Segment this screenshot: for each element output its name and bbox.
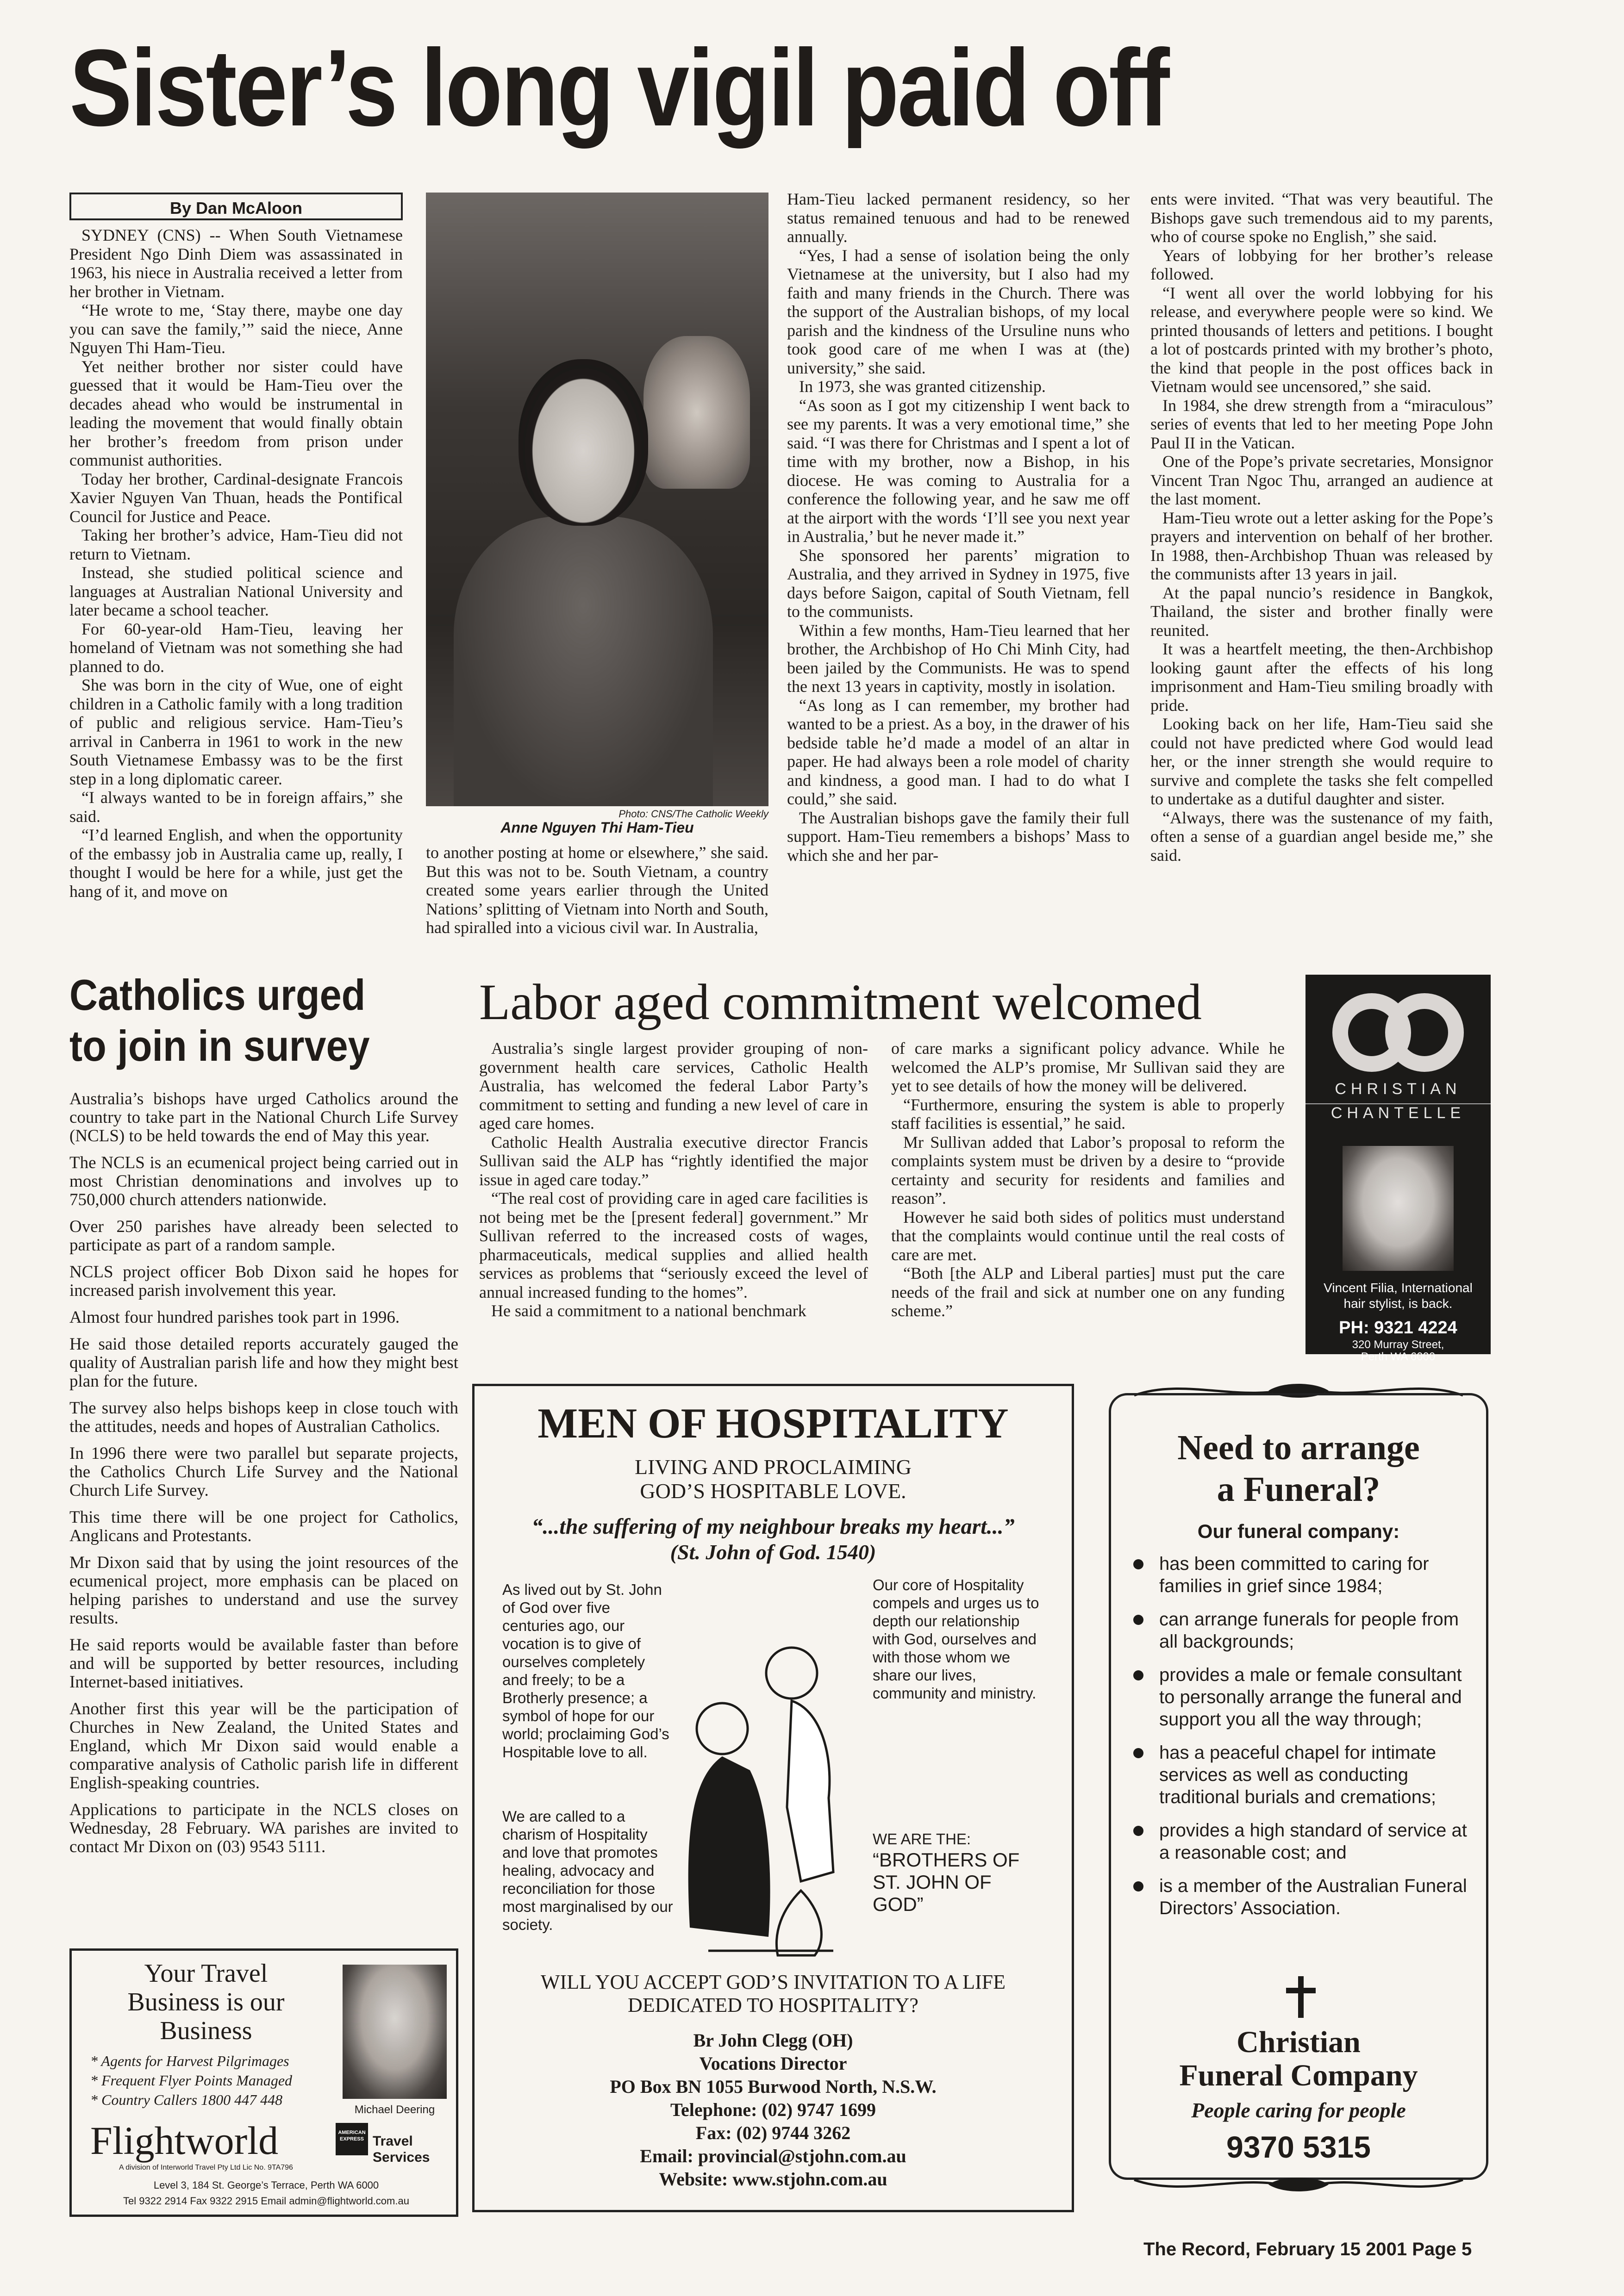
travel-item-3: * Country Callers 1800 447 448 xyxy=(90,2091,283,2108)
cross-icon xyxy=(1282,1974,1319,2020)
paragraph: One of the Pope’s private secretaries, Monsignor Vincent Tran Ngoc Thu, arranged an audience at the last moment. xyxy=(1150,452,1493,508)
travel-title-2: Business is our xyxy=(127,1988,285,2016)
cc-logo-ring-right xyxy=(1385,993,1464,1072)
figure-head-shape xyxy=(518,359,648,526)
page-headline: Sister’s long vigil paid off xyxy=(69,27,1168,149)
hospitality-contact-phone: Telephone: (02) 9747 1699 xyxy=(670,2099,876,2120)
paragraph: In 1996 there were two parallel but separate projects, the Catholics Church Life Survey and the National Church Life Survey. xyxy=(69,1444,458,1500)
hospitality-text-right-1: Our core of Hospitality compels and urges us to depth our relationship with God, ourselves and with those whom we share our lives, community and ministry. xyxy=(873,1576,1039,1702)
article-column-2 xyxy=(426,843,768,937)
paragraph: For 60-year-old Ham-Tieu, leaving her homeland of Vietnam was not something she had planned to do. xyxy=(69,619,403,676)
survey-headline-line-1: Catholics urged xyxy=(69,971,366,1019)
travel-item-2: * Frequent Flyer Points Managed xyxy=(90,2072,293,2089)
hospitality-contact-fax: Fax: (02) 9744 3262 xyxy=(695,2122,851,2143)
paragraph: “I’d learned English, and when the opportunity of the embassy job in Australia came up, really, I thought I would be here for a while, just get the hang of it, and move on xyxy=(69,826,403,901)
paragraph: The NCLS is an ecumenical project being carried out in most Christian denominations and involves up to 750,000 church attenders nationwide. xyxy=(69,1153,458,1209)
paragraph: NCLS project officer Bob Dixon said he hopes for increased parish involvement this year. xyxy=(69,1263,458,1300)
survey-article-body xyxy=(69,1090,458,1865)
funeral-list xyxy=(1130,1553,1472,1930)
flightworld-logo: Flightworld xyxy=(90,2118,279,2163)
travel-services-line-2: Services xyxy=(373,2150,430,2165)
paragraph: Catholic Health Australia executive director Francis Sullivan said the ALP has “rightly identified the major issue in aged care today.” xyxy=(479,1132,868,1189)
byline: By Dan McAloon xyxy=(69,193,403,220)
hospitality-subtitle-1: LIVING AND PROCLAIMING xyxy=(635,1455,912,1479)
list-item: provides a male or female consultant to personally arrange the funeral and support you all the way through; xyxy=(1130,1664,1472,1730)
survey-headline xyxy=(69,970,444,1071)
labor-column-b xyxy=(891,1039,1285,1320)
paragraph: He said those detailed reports accurately gauged the quality of Australian parish life and how they might best plan for the future. xyxy=(69,1335,458,1391)
photo-credit: Photo: CNS/The Catholic Weekly xyxy=(618,808,768,820)
hospitality-text-right-3: “BROTHERS OF ST. JOHN OF GOD” xyxy=(873,1849,1020,1915)
paragraph: of care marks a significant policy advance. While he welcomed the ALP’s promise, Mr Sullivan said they are yet to see details of how the money will be delivered. xyxy=(891,1039,1285,1095)
paragraph: to another posting at home or elsewhere,” she said. But this was not to be. South Vietnam, a country created some years earlier through the United Nations’ splitting of Vietnam into North and South, had spiralled into a vicious civil war. In Australia, xyxy=(426,843,768,937)
paragraph: “As soon as I got my citizenship I went back to see my parents. It was a very emotional time,” she said. “I was there for Christmas and I spent a lot of time with my brother, now a Bishop, in his diocese. He was coming to Australia for a conference the following year, and he saw me off at the airport with the words ‘I’ll see you next year in Australia,’ but he never made it.” xyxy=(787,396,1130,546)
travel-services-line-1: Travel xyxy=(373,2134,413,2149)
paragraph: Applications to participate in the NCLS closes on Wednesday, 28 February. WA parishes are invited to contact Mr Dixon on (03) 9543 5111. xyxy=(69,1800,458,1856)
paragraph: Years of lobbying for her brother’s release followed. xyxy=(1150,246,1493,283)
cc-name-line-1: CHRISTIAN xyxy=(1335,1080,1462,1098)
paragraph: Today her brother, Cardinal-designate Francois Xavier Nguyen Van Thuan, heads the Pontifical Council for Justice and Peace. xyxy=(69,469,403,526)
paragraph: “Both [the ALP and Liberal parties] must put the care needs of the frail and sick at number one on any funding scheme.” xyxy=(891,1264,1285,1320)
funeral-subtitle: Our funeral company: xyxy=(1197,1520,1400,1542)
agent-portrait xyxy=(343,1965,447,2099)
hospitality-invite-1: WILL YOU ACCEPT GOD’S INVITATION TO A LIFE xyxy=(541,1971,1006,1993)
paragraph: Yet neither brother nor sister could have guessed that it would be Ham-Tieu over the decades ahead who would be instrumental in leading the movement that would finally obtain her brother’s freedom from prison under communist authorities. xyxy=(69,357,403,469)
funeral-ad xyxy=(1109,1393,1488,2180)
cc-address-line-1: 320 Murray Street, xyxy=(1352,1338,1444,1351)
hospitality-contact-email[interactable]: Email: provincial@stjohn.com.au xyxy=(640,2146,906,2166)
funeral-tagline: People caring for people xyxy=(1191,2098,1406,2122)
list-item: is a member of the Australian Funeral Directors’ Association. xyxy=(1130,1875,1472,1919)
bottom-ornament-icon xyxy=(1130,2171,1468,2198)
paragraph: “As long as I can remember, my brother had wanted to be a priest. As a boy, in the drawer of his bedside table he’d made a model of an altar in paper. He had always been a role model of charity and kindness, a good man. I had to do what I could,” she said. xyxy=(787,696,1130,808)
article-column-1 xyxy=(69,226,403,901)
hospitality-title: MEN OF HOSPITALITY xyxy=(537,1400,1009,1447)
paragraph: He said a commitment to a national benchmark xyxy=(491,1301,806,1320)
paragraph: Within a few months, Ham-Tieu learned that her brother, the Archbishop of Ho Chi Minh City, had been jailed by the Communists. He was to spend the next 13 years in captivity, mostly in isolation. xyxy=(787,621,1130,696)
figure-body-shape xyxy=(454,516,713,806)
paragraph: Almost four hundred parishes took part in 1996. xyxy=(69,1308,400,1327)
funeral-company-name-2: Funeral Company xyxy=(1179,2059,1418,2092)
paragraph: Mr Sullivan added that Labor’s proposal to reform the complaints system must be driven by a desire to “provide certainty and security for residents and families and reason”. xyxy=(891,1132,1285,1207)
hospitality-subtitle-2: GOD’S HOSPITABLE LOVE. xyxy=(640,1479,906,1503)
paragraph: The Australian bishops gave the family their full support. Ham-Tieu remembers a bishops’ Mass to which she and her par- xyxy=(787,808,1130,865)
cc-name-line-2: CHANTELLE xyxy=(1305,1103,1491,1122)
agent-name: Michael Deering xyxy=(354,2103,435,2116)
cc-phone: PH: 9321 4224 xyxy=(1339,1318,1457,1338)
hospitality-quote: “...the suffering of my neighbour breaks my heart...” xyxy=(531,1514,1015,1539)
travel-title-1: Your Travel xyxy=(144,1959,268,1988)
paragraph: Looking back on her life, Ham-Tieu said she could not have predicted where God would lead her, or the inner strength she would require to survive and complete the tasks she felt compelled to undertake as a dutiful daughter and sister. xyxy=(1150,715,1493,808)
paragraph: Taking her brother’s advice, Ham-Tieu did not return to Vietnam. xyxy=(69,526,403,563)
paragraph: This time there will be one project for Catholics, Anglicans and Protestants. xyxy=(69,1508,458,1545)
hospitality-text-left-1: As lived out by St. John of God over five centuries ago, our vocation is to give of ourselves completely and freely; to be a Brotherly presence; a symbol of hope for our world; proclaiming God’s Hospitable love to all. xyxy=(502,1581,669,1761)
page-footer: The Record, February 15 2001 Page 5 xyxy=(1143,2239,1472,2259)
paragraph: “The real cost of providing care in aged care facilities is not being met be the [present federal] government.” Mr Sullivan referred to the increased costs of wages, pharmaceuticals, medical supplies and allied health services as problems that “seriously exceed the level of annual increased funding to the homes”. xyxy=(479,1189,868,1301)
funeral-phone: 9370 5315 xyxy=(1226,2130,1371,2164)
labor-column-a xyxy=(479,1039,868,1320)
cc-address-line-2: Perth WA 6000 xyxy=(1361,1350,1436,1363)
paragraph: In 1973, she was granted citizenship. xyxy=(799,377,1046,396)
list-item: can arrange funerals for people from all backgrounds; xyxy=(1130,1608,1472,1653)
paragraph: “I went all over the world lobbying for his release, and everywhere people were so kind. We printed thousands of letters and petitions. I bought a lot of postcards printed with my brother’s photo, the kind that people in the post offices back in Vietnam would see uncensored,” she said. xyxy=(1150,283,1493,396)
funeral-title-1: Need to arrange xyxy=(1177,1428,1420,1467)
paragraph: Australia’s bishops have urged Catholics around the country to take part in the National Church Life Survey (NCLS) to be held towards the end of May this year. xyxy=(69,1089,458,1145)
list-item: has a peaceful chapel for intimate services as well as conducting traditional burials and cremations; xyxy=(1130,1742,1472,1808)
halo-icon xyxy=(766,1648,817,1699)
labor-headline: Labor aged commitment welcomed xyxy=(479,974,1202,1030)
list-item: provides a high standard of service at a reasonable cost; and xyxy=(1130,1819,1472,1864)
paragraph: “I always wanted to be in foreign affairs,” she said. xyxy=(69,788,403,826)
paragraph: She was born in the city of Wue, one of eight children in a Catholic family with a long tradition of public and religious service. Ham-Tieu’s arrival in Canberra in 1961 to work in the new South Vietnamese Embassy was to be the first step in a long diplomatic career. xyxy=(69,676,403,788)
flightworld-ad xyxy=(69,1948,458,2217)
cc-caption: Vincent Filia, International hair stylist, is back. xyxy=(1324,1281,1473,1311)
travel-contact: Tel 9322 2914 Fax 9322 2915 Email admin@flightworld.com.au xyxy=(123,2195,409,2207)
travel-division: A division of Interworld Travel Pty Ltd Lic No. 9TA796 xyxy=(119,2164,293,2172)
paragraph: In 1984, she drew strength from a “miraculous” series of events that led to her meeting Pope John Paul II in the Vatican. xyxy=(1150,396,1493,452)
lamp-shape xyxy=(643,336,750,489)
hospitality-text-right-2: WE ARE THE: xyxy=(873,1830,971,1848)
paragraph: She sponsored her parents’ migration to Australia, and they arrived in Sydney in 1975, five days before Saigon, capital of South Vietnam, fell to the communists. xyxy=(787,546,1130,621)
stylist-portrait xyxy=(1343,1146,1454,1271)
hospitality-contact-name: Br John Clegg (OH) xyxy=(693,2030,853,2051)
travel-address: Level 3, 184 St. George’s Terrace, Perth WA 6000 xyxy=(153,2179,379,2191)
paragraph: It was a heartfelt meeting, the then-Archbishop looking gaunt after the effects of his long imprisonment and Ham-Tieu smiling broadly with pride. xyxy=(1150,640,1493,715)
paragraph: “Yes, I had a sense of isolation being the only Vietnamese at the university, but I also had my faith and many friends in the Church. There was the support of the Australian bishops, of my local parish and the kindness of the Ursuline nuns who took good care of me when I was at (the) university,” she said. xyxy=(787,246,1130,377)
paragraph: SYDNEY (CNS) -- When South Vietnamese President Ngo Dinh Diem was assassinated in 1963, his niece in Australia received a letter from her brother in Vietnam. xyxy=(69,226,403,301)
paragraph: He said reports would be available faster than before and will be supported by better resources, including Internet-based initiatives. xyxy=(69,1636,458,1692)
travel-item-1: * Agents for Harvest Pilgrimages xyxy=(90,2053,289,2069)
article-photo xyxy=(426,193,768,806)
paragraph: Ham-Tieu wrote out a letter asking for the Pope’s prayers and intervention on behalf of her brother. In 1988, then-Archbishop Thuan was released by the communists after 13 years in jail. xyxy=(1150,508,1493,583)
hospitality-contact-website[interactable]: Website: www.stjohn.com.au xyxy=(659,2169,887,2190)
paragraph: “Always, there was the sustenance of my faith, often a sense of a guardian angel beside me,” she said. xyxy=(1150,808,1493,865)
paragraph: Ham-Tieu lacked permanent residency, so her status remained tenuous and had to be renewed annually. xyxy=(787,190,1130,246)
article-column-4 xyxy=(1150,190,1493,865)
hospitality-text-left-2: We are called to a charism of Hospitality and love that promotes healing, advocacy and reconciliation for those most marginalised by our society. xyxy=(502,1808,673,1933)
paragraph: Over 250 parishes have already been selected to participate as part of a random sample. xyxy=(69,1217,458,1255)
hospitality-quote-source: (St. John of God. 1540) xyxy=(670,1540,876,1564)
hospitality-contact-role: Vocations Director xyxy=(699,2053,847,2074)
article-column-3 xyxy=(787,190,1130,865)
funeral-title-2: a Funeral? xyxy=(1217,1470,1380,1509)
men-of-hospitality-ad xyxy=(472,1384,1074,2212)
hospitality-invite-2: DEDICATED TO HOSPITALITY? xyxy=(628,1994,918,2016)
paragraph: Mr Dixon said that by using the joint resources of the ecumenical project, more emphasis can be placed on helping parishes to understand and use the survey results. xyxy=(69,1553,458,1628)
foot-washing-illustration xyxy=(681,1631,866,1969)
paragraph: The survey also helps bishops keep in close touch with the attitudes, needs and hopes of Australian Catholics. xyxy=(69,1399,458,1436)
halo-icon xyxy=(697,1703,748,1754)
paragraph: Another first this year will be the participation of Churches in New Zealand, the United States and England, which Mr Dixon said would enable a comparative analysis of Catholic parish life in different English-speaking countries. xyxy=(69,1699,458,1792)
photo-caption: Anne Nguyen Thi Ham-Tieu xyxy=(500,819,694,836)
paragraph: ents were invited. “That was very beautiful. The Bishops gave such tremendous aid to my parents, who of course spoke no English,” she said. xyxy=(1150,190,1493,246)
paragraph: Australia’s single largest provider grouping of non-government health care services, Catholic Health Australia, has welcomed the federal Labor Party’s commitment to setting and funding a new level of care in aged care homes. xyxy=(479,1039,868,1132)
hospitality-contact-address: PO Box BN 1055 Burwood North, N.S.W. xyxy=(610,2076,937,2097)
paragraph: At the papal nuncio’s residence in Bangkok, Thailand, the sister and brother finally were reunited. xyxy=(1150,583,1493,640)
paragraph: “Furthermore, ensuring the system is able to properly staff facilities is essential,” he said. xyxy=(891,1095,1285,1132)
survey-headline-line-2: to join in survey xyxy=(69,1021,370,1070)
paragraph: Instead, she studied political science and languages at Australian National University and later became a school teacher. xyxy=(69,563,403,619)
funeral-company-name-1: Christian xyxy=(1237,2025,1361,2059)
paragraph: However he said both sides of politics must understand that the complaints would continue until the real costs of care are met. xyxy=(891,1207,1285,1264)
christian-chantelle-ad xyxy=(1305,975,1491,1363)
travel-title-3: Business xyxy=(160,2016,252,2045)
amex-logo: AMERICAN EXPRESS xyxy=(336,2123,368,2155)
list-item: has been committed to caring for families in grief since 1984; xyxy=(1130,1553,1472,1597)
paragraph: “He wrote to me, ‘Stay there, maybe one day you can save the family,’” said the niece, Anne Nguyen Thi Ham-Tieu. xyxy=(69,301,403,357)
